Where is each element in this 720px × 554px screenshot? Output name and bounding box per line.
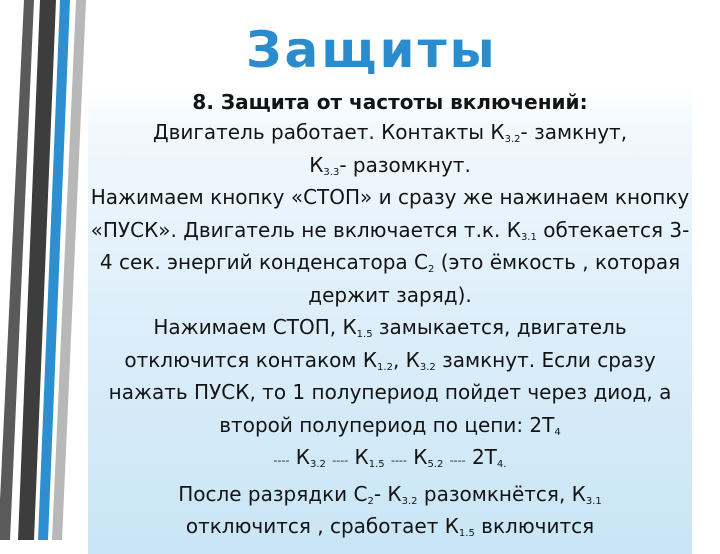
subscript: 1.2	[377, 361, 393, 373]
text: замкнут. Если сразу нажать ПУСК, то 1 полупериод пойдет через диод, а второй полупериод по цепи: 2Т	[108, 347, 672, 437]
paragraph-4	[88, 478, 692, 543]
text: - разомкнут.	[339, 152, 471, 177]
text: замыкается, двигатель отключится контаком К	[124, 315, 627, 372]
dash-link: ----	[449, 454, 466, 467]
subscript: 3.1	[585, 495, 602, 507]
subscript: 4	[554, 426, 561, 438]
text: обтекается 3-4 сек. энергий конденсатора С	[99, 217, 690, 274]
text: 2Т	[465, 445, 497, 469]
text: После разрядки С	[178, 481, 368, 506]
slide-body	[88, 88, 692, 543]
text: Двигатель работает. Контакты К	[152, 120, 505, 144]
decorative-stripes	[0, 0, 90, 540]
subscript: 2	[427, 264, 435, 275]
subscript: 1.5	[458, 528, 475, 539]
paragraph-3	[88, 311, 692, 478]
subscript: 3.1	[520, 231, 537, 243]
subscript: 3.2	[419, 361, 436, 373]
subscript: 1.5	[368, 459, 385, 470]
text: (это ёмкость , которая держит заряд).	[308, 250, 681, 307]
paragraph-1	[88, 116, 692, 181]
subscript: 3.3	[323, 166, 340, 178]
section-heading: 8. Защита от частоты включений:	[192, 90, 588, 114]
text: К	[406, 445, 428, 469]
text: - замкнут,	[520, 120, 628, 144]
text: включится	[474, 514, 595, 538]
subscript: 5.2	[427, 459, 444, 470]
text: разомкнётся, К	[417, 481, 586, 506]
text: К	[289, 445, 310, 469]
subscript: 1.5	[356, 329, 373, 340]
text: , К	[392, 347, 420, 372]
slide-title: Защиты	[246, 21, 498, 79]
paragraph-2	[88, 181, 692, 311]
subscript: 4.	[496, 459, 507, 470]
text: - К	[373, 481, 402, 506]
dash-link: ----	[390, 454, 407, 467]
subscript: 2	[367, 495, 374, 507]
dash-link: ----	[273, 454, 290, 467]
text: К	[309, 152, 324, 177]
text: отключится , сработает К	[185, 514, 459, 538]
text: К	[348, 445, 369, 469]
subscript: 3.2	[310, 459, 326, 470]
subscript: 3.2	[401, 495, 418, 507]
subscript: 3.2	[504, 134, 521, 145]
text: Нажимаем кнопку «СТОП» и сразу же нажинаем кнопку «ПУСК». Двигатель не включается т.к. К	[90, 185, 690, 242]
text: Нажимаем СТОП, К	[153, 315, 357, 339]
content-panel	[88, 84, 692, 554]
dash-link: ----	[332, 454, 349, 467]
